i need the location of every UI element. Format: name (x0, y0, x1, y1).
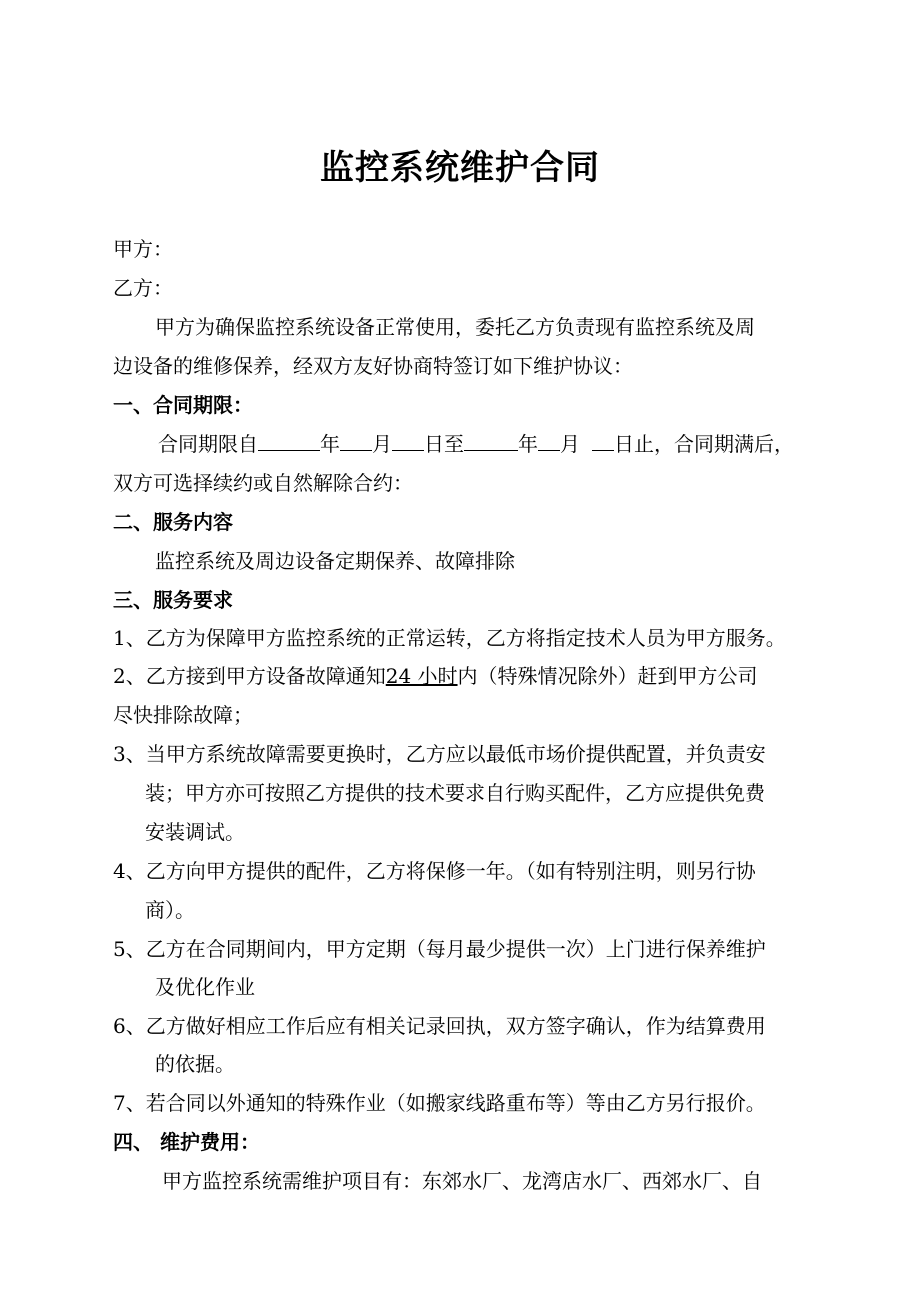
section-3-heading: 三、服务要求 (113, 588, 233, 612)
party-b-label: 乙方： (113, 276, 173, 300)
requirement-5-line-2: 及优化作业 (155, 975, 255, 999)
maintenance-projects: 甲方监控系统需维护项目有：东郊水厂、龙湾店水厂、西郊水厂、自 (162, 1169, 762, 1193)
requirement-6-line-2: 的依据。 (155, 1052, 235, 1076)
term-year-2: 年 (518, 432, 538, 456)
term-year-1: 年 (320, 432, 340, 456)
term-month-1: 月 (372, 432, 392, 456)
requirement-6-line-1: 6、乙方做好相应工作后应有相关记录回执，双方签字确认，作为结算费用 (113, 1014, 766, 1038)
requirement-1: 1、乙方为保障甲方监控系统的正常运转，乙方将指定技术人员为甲方服务。 (113, 626, 786, 650)
requirement-7: 7、若合同以外通知的特殊作业（如搬家线路重布等）等由乙方另行报价。 (113, 1091, 766, 1115)
term-prefix: 合同期限自 (158, 432, 258, 456)
requirement-2-line-2: 尽快排除故障； (113, 703, 253, 727)
requirement-5-line-1: 5、乙方在合同期间内，甲方定期（每月最少提供一次）上门进行保养维护 (113, 937, 766, 961)
term-start-month-blank[interactable] (340, 430, 372, 451)
requirement-2-hours: 24 小时 (385, 664, 458, 688)
requirement-3-line-1: 3、当甲方系统故障需要更换时，乙方应以最低市场价提供配置，并负责安 (113, 742, 766, 766)
requirement-4-line-1: 4、乙方向甲方提供的配件，乙方将保修一年。（如有特别注明，则另行协 (113, 859, 756, 883)
requirement-4-line-2: 商）。 (145, 898, 195, 922)
section-4-heading: 四、 维护费用： (113, 1130, 260, 1154)
term-end-month-blank[interactable] (538, 430, 560, 451)
service-content: 监控系统及周边设备定期保养、故障排除 (155, 549, 515, 573)
section-1-heading: 一、合同期限： (113, 393, 253, 417)
intro-line-2: 边设备的维修保养，经双方友好协商特签订如下维护协议： (113, 354, 633, 378)
party-a-label: 甲方： (113, 237, 173, 261)
term-end-year-blank[interactable] (464, 430, 518, 451)
page-title: 监控系统维护合同 (320, 148, 600, 188)
term-month-2: 月 (560, 432, 580, 456)
term-line (158, 429, 794, 459)
requirement-3-line-2: 装；甲方亦可按照乙方提供的技术要求自行购买配件，乙方应提供免费 (145, 781, 765, 805)
intro-line-1: 甲方为确保监控系统设备正常使用，委托乙方负责现有监控系统及周 (155, 315, 755, 339)
requirement-3-line-3: 安装调试。 (145, 820, 245, 844)
requirement-2 (113, 661, 758, 691)
term-day-1: 日至 (424, 432, 464, 456)
term-start-day-blank[interactable] (392, 430, 424, 451)
term-line-2: 双方可选择续约或自然解除合约： (113, 471, 413, 495)
section-2-heading: 二、服务内容 (113, 510, 233, 534)
term-end-day-blank[interactable] (592, 430, 614, 451)
term-tail: 日止，合同期满后， (614, 432, 794, 456)
requirement-2-part-a: 2、乙方接到甲方设备故障通知 (113, 664, 386, 688)
term-start-year-blank[interactable] (258, 430, 320, 451)
requirement-2-part-b: 内（特殊情况除外）赶到甲方公司 (457, 664, 758, 688)
